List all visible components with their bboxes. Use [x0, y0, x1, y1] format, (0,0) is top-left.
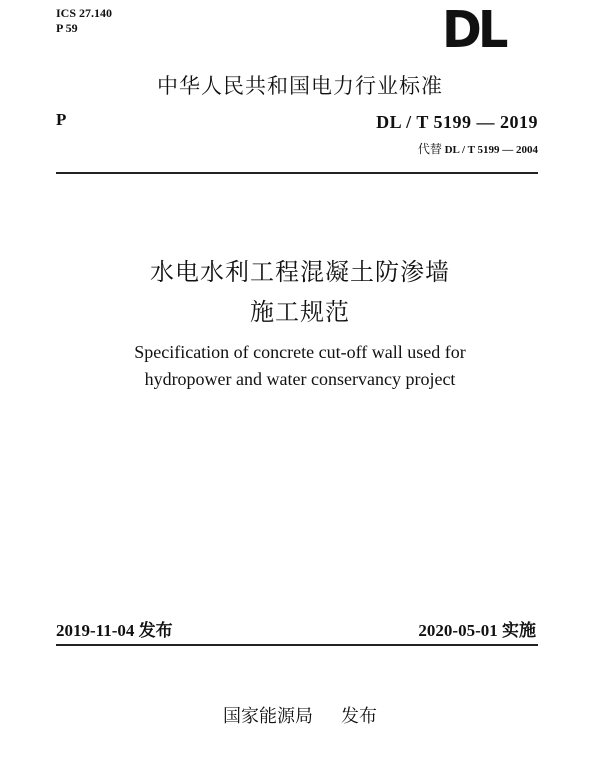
title-en-line1: Specification of concrete cut-off wall used for — [134, 342, 466, 362]
standard-code: DL / T 5199 — 2019 — [376, 112, 538, 132]
classification-code: P 59 — [56, 21, 78, 35]
implement-date: 2020-05-01 — [418, 621, 498, 640]
category-letter: P — [56, 110, 67, 129]
title-cn-line1: 水电水利工程混凝土防渗墙 — [150, 258, 450, 286]
national-standard-title: 中华人民共和国电力行业标准 — [157, 74, 443, 98]
dl-logo: DL — [442, 0, 505, 60]
implement-info — [418, 616, 536, 641]
title-en-line2: hydropower and water conservancy project — [144, 369, 456, 389]
issuer-line — [0, 702, 600, 728]
publish-info — [56, 616, 173, 641]
bottom-divider — [56, 644, 538, 646]
ics-classification — [56, 6, 112, 36]
top-divider — [56, 172, 538, 174]
title-cn-line2: 施工规范 — [250, 298, 350, 326]
issuer-action: 发布 — [341, 706, 377, 727]
replaces-label: 代替 — [417, 142, 442, 156]
replaced-code: DL / T 5199 — 2004 — [444, 144, 538, 156]
replaces-line — [418, 140, 538, 157]
ics-code: ICS 27.140 — [56, 6, 113, 20]
issuer-name: 国家能源局 — [223, 706, 313, 727]
publish-label: 发布 — [138, 621, 173, 641]
publish-date: 2019-11-04 — [56, 621, 135, 640]
implement-label: 实施 — [502, 621, 536, 641]
